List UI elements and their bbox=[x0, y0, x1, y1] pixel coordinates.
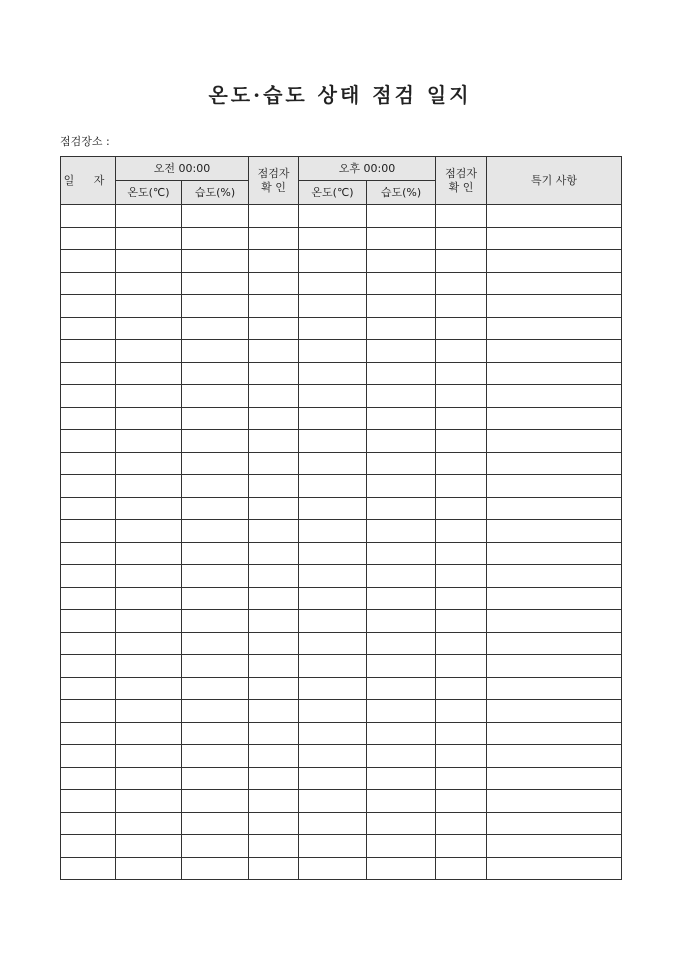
pm-humidity-cell[interactable] bbox=[367, 767, 436, 790]
table-row bbox=[61, 385, 622, 408]
date-cell[interactable] bbox=[61, 790, 116, 813]
am-temp-cell[interactable] bbox=[116, 857, 182, 880]
remarks-cell[interactable] bbox=[487, 497, 622, 520]
pm-temp-cell[interactable] bbox=[299, 430, 367, 453]
remarks-cell[interactable] bbox=[487, 452, 622, 475]
am-inspector-cell[interactable] bbox=[249, 295, 299, 318]
pm-temp-cell[interactable] bbox=[299, 317, 367, 340]
remarks-cell[interactable] bbox=[487, 340, 622, 363]
pm-humidity-cell[interactable] bbox=[367, 407, 436, 430]
pm-inspector-cell[interactable] bbox=[436, 475, 487, 498]
date-cell[interactable] bbox=[61, 227, 116, 250]
date-cell[interactable] bbox=[61, 295, 116, 318]
table-row bbox=[61, 407, 622, 430]
am-temp-cell[interactable] bbox=[116, 587, 182, 610]
am-inspector-cell[interactable] bbox=[249, 542, 299, 565]
remarks-header: 특기 사항 bbox=[487, 157, 622, 205]
date-cell[interactable] bbox=[61, 250, 116, 273]
pm-inspector-cell[interactable] bbox=[436, 317, 487, 340]
am-temp-cell[interactable] bbox=[116, 362, 182, 385]
remarks-cell[interactable] bbox=[487, 227, 622, 250]
remarks-cell[interactable] bbox=[487, 385, 622, 408]
am-inspector-header bbox=[249, 157, 299, 205]
table-row bbox=[61, 295, 622, 318]
pm-humidity-cell[interactable] bbox=[367, 250, 436, 273]
date-header: 일 자 bbox=[61, 157, 116, 205]
remarks-cell[interactable] bbox=[487, 655, 622, 678]
pm-inspector-cell[interactable] bbox=[436, 722, 487, 745]
am-humidity-cell[interactable] bbox=[182, 722, 249, 745]
am-inspector-cell[interactable] bbox=[249, 340, 299, 363]
pm-temp-cell[interactable] bbox=[299, 250, 367, 273]
pm-inspector-cell[interactable] bbox=[436, 745, 487, 768]
am-temp-cell[interactable] bbox=[116, 677, 182, 700]
pm-humidity-cell[interactable] bbox=[367, 632, 436, 655]
table-row bbox=[61, 475, 622, 498]
am-temp-cell[interactable] bbox=[116, 340, 182, 363]
am-inspector-cell[interactable] bbox=[249, 520, 299, 543]
am-inspector-cell[interactable] bbox=[249, 812, 299, 835]
am-inspector-cell[interactable] bbox=[249, 655, 299, 678]
remarks-cell[interactable] bbox=[487, 812, 622, 835]
table-row bbox=[61, 497, 622, 520]
table-row bbox=[61, 812, 622, 835]
pm-humidity-cell[interactable] bbox=[367, 565, 436, 588]
am-humidity-cell[interactable] bbox=[182, 700, 249, 723]
table-row bbox=[61, 565, 622, 588]
am-temp-cell[interactable] bbox=[116, 610, 182, 633]
remarks-cell[interactable] bbox=[487, 205, 622, 228]
remarks-cell[interactable] bbox=[487, 475, 622, 498]
date-cell[interactable] bbox=[61, 497, 116, 520]
pm-inspector-cell[interactable] bbox=[436, 857, 487, 880]
date-cell[interactable] bbox=[61, 632, 116, 655]
am-temp-cell[interactable] bbox=[116, 632, 182, 655]
pm-temp-cell[interactable] bbox=[299, 497, 367, 520]
am-temp-cell[interactable] bbox=[116, 700, 182, 723]
am-humidity-cell[interactable] bbox=[182, 340, 249, 363]
am-temp-cell[interactable] bbox=[116, 812, 182, 835]
date-cell[interactable] bbox=[61, 722, 116, 745]
remarks-cell[interactable] bbox=[487, 610, 622, 633]
pm-temp-cell[interactable] bbox=[299, 587, 367, 610]
am-humidity-cell[interactable] bbox=[182, 565, 249, 588]
am-humidity-cell[interactable] bbox=[182, 385, 249, 408]
am-temp-cell[interactable] bbox=[116, 520, 182, 543]
date-cell[interactable] bbox=[61, 835, 116, 858]
am-temp-cell[interactable] bbox=[116, 655, 182, 678]
date-cell[interactable] bbox=[61, 857, 116, 880]
date-cell[interactable] bbox=[61, 677, 116, 700]
am-inspector-cell[interactable] bbox=[249, 250, 299, 273]
pm-humidity-cell[interactable] bbox=[367, 677, 436, 700]
pm-inspector-cell[interactable] bbox=[436, 835, 487, 858]
pm-temp-cell[interactable] bbox=[299, 385, 367, 408]
pm-humidity-cell[interactable] bbox=[367, 227, 436, 250]
am-temp-cell[interactable] bbox=[116, 475, 182, 498]
am-temp-cell[interactable] bbox=[116, 790, 182, 813]
pm-humidity-cell[interactable] bbox=[367, 790, 436, 813]
am-inspector-cell[interactable] bbox=[249, 205, 299, 228]
pm-humidity-cell[interactable] bbox=[367, 542, 436, 565]
pm-humidity-cell[interactable] bbox=[367, 700, 436, 723]
am-inspector-cell[interactable] bbox=[249, 857, 299, 880]
am-inspector-label: 점검자 bbox=[257, 166, 290, 180]
pm-inspector-cell[interactable] bbox=[436, 362, 487, 385]
am-inspector-cell[interactable] bbox=[249, 722, 299, 745]
pm-inspector-cell[interactable] bbox=[436, 520, 487, 543]
table-row bbox=[61, 272, 622, 295]
pm-inspector-cell[interactable] bbox=[436, 227, 487, 250]
pm-inspector-cell[interactable] bbox=[436, 385, 487, 408]
date-cell[interactable] bbox=[61, 272, 116, 295]
pm-inspector-cell[interactable] bbox=[436, 205, 487, 228]
remarks-cell[interactable] bbox=[487, 250, 622, 273]
pm-humidity-cell[interactable] bbox=[367, 205, 436, 228]
pm-humidity-cell[interactable] bbox=[367, 812, 436, 835]
am-period-header: 오전 00:00 bbox=[116, 157, 249, 181]
am-humidity-cell[interactable] bbox=[182, 632, 249, 655]
am-inspector-cell[interactable] bbox=[249, 227, 299, 250]
date-cell[interactable] bbox=[61, 700, 116, 723]
am-inspector-cell[interactable] bbox=[249, 835, 299, 858]
pm-inspector-cell[interactable] bbox=[436, 452, 487, 475]
am-inspector-cell[interactable] bbox=[249, 790, 299, 813]
pm-inspector-label: 점검자 bbox=[445, 166, 477, 180]
am-humidity-cell[interactable] bbox=[182, 790, 249, 813]
am-humidity-header: 습도(%) bbox=[182, 181, 249, 205]
table-row bbox=[61, 610, 622, 633]
table-row bbox=[61, 250, 622, 273]
am-humidity-cell[interactable] bbox=[182, 295, 249, 318]
am-temp-cell[interactable] bbox=[116, 835, 182, 858]
remarks-cell[interactable] bbox=[487, 745, 622, 768]
date-cell[interactable] bbox=[61, 340, 116, 363]
am-temp-cell[interactable] bbox=[116, 767, 182, 790]
table-row bbox=[61, 677, 622, 700]
table-body bbox=[61, 205, 622, 880]
table-row bbox=[61, 542, 622, 565]
am-humidity-cell[interactable] bbox=[182, 677, 249, 700]
pm-inspector-cell[interactable] bbox=[436, 587, 487, 610]
pm-temp-cell[interactable] bbox=[299, 745, 367, 768]
date-cell[interactable] bbox=[61, 745, 116, 768]
table-row bbox=[61, 317, 622, 340]
pm-inspector-cell[interactable] bbox=[436, 340, 487, 363]
pm-inspector-cell[interactable] bbox=[436, 565, 487, 588]
inspection-log-table bbox=[60, 156, 622, 880]
pm-temp-cell[interactable] bbox=[299, 632, 367, 655]
date-cell[interactable] bbox=[61, 610, 116, 633]
am-humidity-cell[interactable] bbox=[182, 610, 249, 633]
pm-temp-cell[interactable] bbox=[299, 452, 367, 475]
pm-temp-cell[interactable] bbox=[299, 227, 367, 250]
pm-inspector-cell[interactable] bbox=[436, 655, 487, 678]
date-cell[interactable] bbox=[61, 475, 116, 498]
am-humidity-cell[interactable] bbox=[182, 745, 249, 768]
am-temp-header: 온도(℃) bbox=[116, 181, 182, 205]
am-humidity-cell[interactable] bbox=[182, 767, 249, 790]
am-humidity-cell[interactable] bbox=[182, 250, 249, 273]
table-row bbox=[61, 362, 622, 385]
am-humidity-cell[interactable] bbox=[182, 227, 249, 250]
date-cell[interactable] bbox=[61, 767, 116, 790]
am-humidity-cell[interactable] bbox=[182, 430, 249, 453]
table-row bbox=[61, 745, 622, 768]
am-temp-cell[interactable] bbox=[116, 542, 182, 565]
date-cell[interactable] bbox=[61, 452, 116, 475]
date-cell[interactable] bbox=[61, 430, 116, 453]
am-inspector-cell[interactable] bbox=[249, 610, 299, 633]
pm-inspector-cell[interactable] bbox=[436, 272, 487, 295]
am-humidity-cell[interactable] bbox=[182, 520, 249, 543]
date-cell[interactable] bbox=[61, 587, 116, 610]
am-humidity-cell[interactable] bbox=[182, 475, 249, 498]
am-temp-cell[interactable] bbox=[116, 295, 182, 318]
pm-inspector-cell[interactable] bbox=[436, 250, 487, 273]
am-humidity-cell[interactable] bbox=[182, 205, 249, 228]
table-row bbox=[61, 767, 622, 790]
am-temp-cell[interactable] bbox=[116, 452, 182, 475]
am-humidity-cell[interactable] bbox=[182, 407, 249, 430]
am-temp-cell[interactable] bbox=[116, 227, 182, 250]
date-cell[interactable] bbox=[61, 407, 116, 430]
am-inspector-cell[interactable] bbox=[249, 385, 299, 408]
table-row bbox=[61, 790, 622, 813]
remarks-cell[interactable] bbox=[487, 542, 622, 565]
pm-temp-cell[interactable] bbox=[299, 677, 367, 700]
am-inspector-cell[interactable] bbox=[249, 430, 299, 453]
am-humidity-cell[interactable] bbox=[182, 812, 249, 835]
pm-humidity-cell[interactable] bbox=[367, 655, 436, 678]
am-temp-cell[interactable] bbox=[116, 745, 182, 768]
remarks-cell[interactable] bbox=[487, 722, 622, 745]
am-temp-cell[interactable] bbox=[116, 407, 182, 430]
pm-humidity-cell[interactable] bbox=[367, 295, 436, 318]
am-inspector-cell[interactable] bbox=[249, 565, 299, 588]
pm-humidity-cell[interactable] bbox=[367, 475, 436, 498]
pm-temp-cell[interactable] bbox=[299, 542, 367, 565]
remarks-cell[interactable] bbox=[487, 790, 622, 813]
pm-humidity-cell[interactable] bbox=[367, 722, 436, 745]
pm-temp-cell[interactable] bbox=[299, 565, 367, 588]
pm-temp-cell[interactable] bbox=[299, 857, 367, 880]
am-humidity-cell[interactable] bbox=[182, 857, 249, 880]
table-row bbox=[61, 452, 622, 475]
table-row bbox=[61, 655, 622, 678]
date-cell[interactable] bbox=[61, 520, 116, 543]
date-cell[interactable] bbox=[61, 565, 116, 588]
pm-period-header: 오후 00:00 bbox=[299, 157, 436, 181]
am-humidity-cell[interactable] bbox=[182, 272, 249, 295]
am-temp-cell[interactable] bbox=[116, 272, 182, 295]
pm-inspector-cell[interactable] bbox=[436, 700, 487, 723]
date-cell[interactable] bbox=[61, 542, 116, 565]
am-temp-cell[interactable] bbox=[116, 722, 182, 745]
am-inspector-cell[interactable] bbox=[249, 407, 299, 430]
remarks-cell[interactable] bbox=[487, 317, 622, 340]
pm-temp-cell[interactable] bbox=[299, 835, 367, 858]
pm-temp-cell[interactable] bbox=[299, 295, 367, 318]
table-row bbox=[61, 835, 622, 858]
table-row bbox=[61, 340, 622, 363]
pm-inspector-cell[interactable] bbox=[436, 497, 487, 520]
am-humidity-cell[interactable] bbox=[182, 655, 249, 678]
pm-humidity-cell[interactable] bbox=[367, 745, 436, 768]
am-inspector-cell[interactable] bbox=[249, 272, 299, 295]
remarks-cell[interactable] bbox=[487, 520, 622, 543]
am-inspector-cell[interactable] bbox=[249, 497, 299, 520]
pm-inspector-cell[interactable] bbox=[436, 767, 487, 790]
pm-temp-cell[interactable] bbox=[299, 722, 367, 745]
am-humidity-cell[interactable] bbox=[182, 587, 249, 610]
pm-inspector-cell[interactable] bbox=[436, 677, 487, 700]
am-inspector-cell[interactable] bbox=[249, 587, 299, 610]
pm-confirm-label: 확 인 bbox=[448, 180, 474, 194]
pm-inspector-cell[interactable] bbox=[436, 295, 487, 318]
pm-humidity-cell[interactable] bbox=[367, 452, 436, 475]
pm-temp-cell[interactable] bbox=[299, 520, 367, 543]
pm-temp-cell[interactable] bbox=[299, 790, 367, 813]
am-inspector-cell[interactable] bbox=[249, 362, 299, 385]
am-temp-cell[interactable] bbox=[116, 317, 182, 340]
am-inspector-cell[interactable] bbox=[249, 700, 299, 723]
inspection-location-label: 점검장소 : bbox=[60, 135, 110, 148]
am-temp-cell[interactable] bbox=[116, 565, 182, 588]
remarks-cell[interactable] bbox=[487, 362, 622, 385]
remarks-cell[interactable] bbox=[487, 272, 622, 295]
table-row bbox=[61, 520, 622, 543]
am-humidity-cell[interactable] bbox=[182, 542, 249, 565]
remarks-cell[interactable] bbox=[487, 430, 622, 453]
date-cell[interactable] bbox=[61, 812, 116, 835]
pm-temp-cell[interactable] bbox=[299, 340, 367, 363]
pm-temp-cell[interactable] bbox=[299, 407, 367, 430]
pm-humidity-cell[interactable] bbox=[367, 317, 436, 340]
date-cell[interactable] bbox=[61, 362, 116, 385]
am-humidity-cell[interactable] bbox=[182, 497, 249, 520]
pm-humidity-cell[interactable] bbox=[367, 520, 436, 543]
pm-inspector-cell[interactable] bbox=[436, 430, 487, 453]
pm-temp-cell[interactable] bbox=[299, 205, 367, 228]
pm-humidity-cell[interactable] bbox=[367, 340, 436, 363]
date-cell[interactable] bbox=[61, 205, 116, 228]
am-humidity-cell[interactable] bbox=[182, 452, 249, 475]
table-row bbox=[61, 205, 622, 228]
pm-humidity-cell[interactable] bbox=[367, 835, 436, 858]
am-humidity-cell[interactable] bbox=[182, 317, 249, 340]
date-cell[interactable] bbox=[61, 655, 116, 678]
pm-humidity-header: 습도(%) bbox=[367, 181, 436, 205]
pm-temp-cell[interactable] bbox=[299, 475, 367, 498]
am-inspector-cell[interactable] bbox=[249, 317, 299, 340]
pm-inspector-cell[interactable] bbox=[436, 610, 487, 633]
am-confirm-label: 확 인 bbox=[261, 180, 286, 194]
pm-temp-cell[interactable] bbox=[299, 362, 367, 385]
am-temp-cell[interactable] bbox=[116, 385, 182, 408]
am-humidity-cell[interactable] bbox=[182, 362, 249, 385]
remarks-cell[interactable] bbox=[487, 835, 622, 858]
table-row bbox=[61, 430, 622, 453]
am-humidity-cell[interactable] bbox=[182, 835, 249, 858]
remarks-cell[interactable] bbox=[487, 767, 622, 790]
pm-humidity-cell[interactable] bbox=[367, 430, 436, 453]
table-row bbox=[61, 587, 622, 610]
am-inspector-cell[interactable] bbox=[249, 452, 299, 475]
remarks-cell[interactable] bbox=[487, 295, 622, 318]
remarks-cell[interactable] bbox=[487, 857, 622, 880]
remarks-cell[interactable] bbox=[487, 587, 622, 610]
table-row bbox=[61, 857, 622, 880]
table-row bbox=[61, 227, 622, 250]
pm-temp-cell[interactable] bbox=[299, 655, 367, 678]
pm-humidity-cell[interactable] bbox=[367, 385, 436, 408]
am-inspector-cell[interactable] bbox=[249, 632, 299, 655]
date-cell[interactable] bbox=[61, 385, 116, 408]
pm-temp-cell[interactable] bbox=[299, 700, 367, 723]
remarks-cell[interactable] bbox=[487, 565, 622, 588]
remarks-cell[interactable] bbox=[487, 632, 622, 655]
pm-humidity-cell[interactable] bbox=[367, 587, 436, 610]
pm-inspector-cell[interactable] bbox=[436, 542, 487, 565]
pm-temp-cell[interactable] bbox=[299, 272, 367, 295]
remarks-cell[interactable] bbox=[487, 700, 622, 723]
date-cell[interactable] bbox=[61, 317, 116, 340]
am-temp-cell[interactable] bbox=[116, 250, 182, 273]
am-inspector-cell[interactable] bbox=[249, 677, 299, 700]
remarks-cell[interactable] bbox=[487, 407, 622, 430]
pm-inspector-cell[interactable] bbox=[436, 812, 487, 835]
pm-temp-cell[interactable] bbox=[299, 767, 367, 790]
pm-temp-cell[interactable] bbox=[299, 610, 367, 633]
am-temp-cell[interactable] bbox=[116, 430, 182, 453]
am-temp-cell[interactable] bbox=[116, 205, 182, 228]
pm-inspector-cell[interactable] bbox=[436, 407, 487, 430]
table-row bbox=[61, 632, 622, 655]
pm-humidity-cell[interactable] bbox=[367, 610, 436, 633]
am-temp-cell[interactable] bbox=[116, 497, 182, 520]
am-inspector-cell[interactable] bbox=[249, 767, 299, 790]
pm-temp-cell[interactable] bbox=[299, 812, 367, 835]
am-inspector-cell[interactable] bbox=[249, 745, 299, 768]
remarks-cell[interactable] bbox=[487, 677, 622, 700]
table-row bbox=[61, 722, 622, 745]
pm-humidity-cell[interactable] bbox=[367, 362, 436, 385]
pm-humidity-cell[interactable] bbox=[367, 272, 436, 295]
pm-inspector-cell[interactable] bbox=[436, 790, 487, 813]
page-title: 온도·습도 상태 점검 일지 bbox=[208, 83, 472, 107]
table-row bbox=[61, 700, 622, 723]
am-inspector-cell[interactable] bbox=[249, 475, 299, 498]
pm-inspector-cell[interactable] bbox=[436, 632, 487, 655]
pm-temp-header: 온도(℃) bbox=[299, 181, 367, 205]
pm-inspector-header bbox=[436, 157, 487, 205]
pm-humidity-cell[interactable] bbox=[367, 497, 436, 520]
table-header bbox=[61, 157, 622, 205]
pm-humidity-cell[interactable] bbox=[367, 857, 436, 880]
